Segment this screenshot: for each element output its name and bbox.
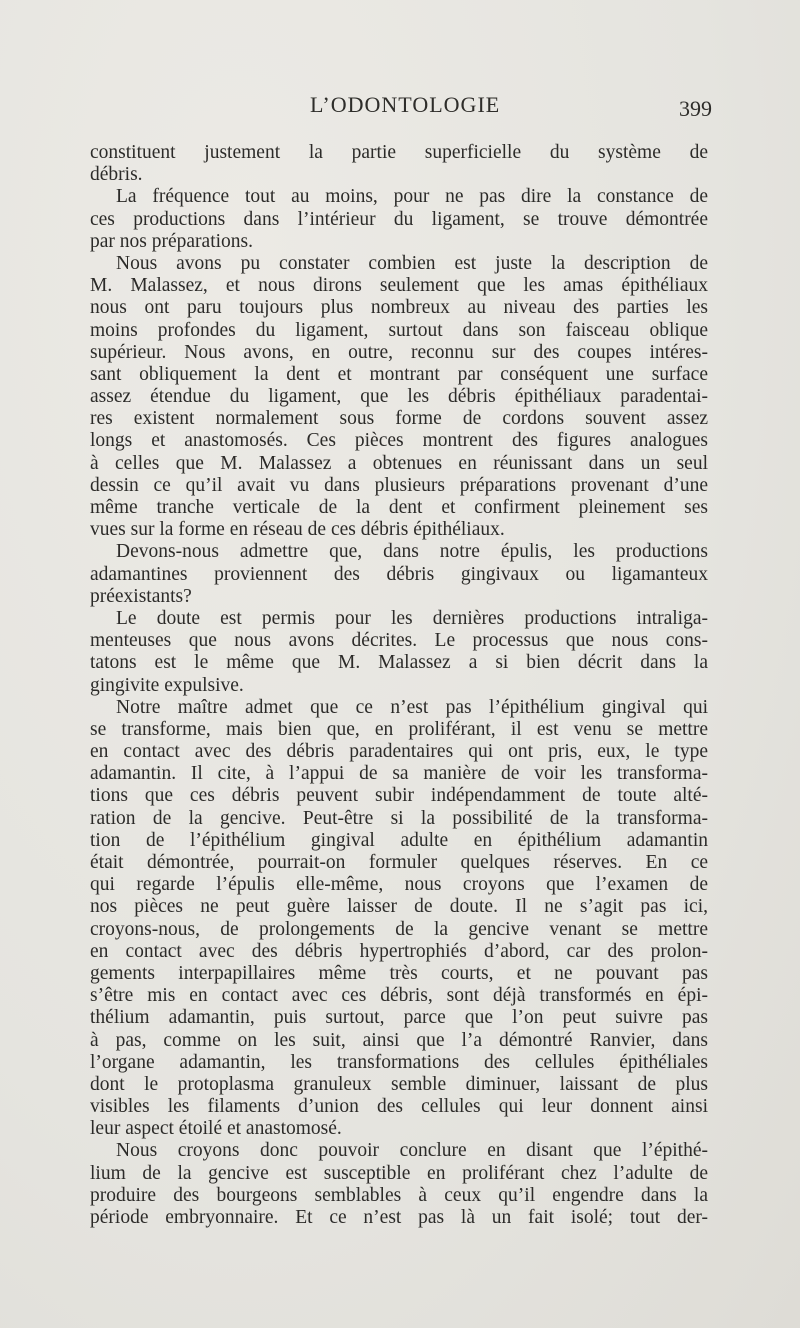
running-head bbox=[90, 92, 710, 126]
text-line: Notre maître admet que ce n’est pas l’épithélium gingival qui bbox=[116, 696, 708, 718]
text-line: vues sur la forme en réseau de ces débris épithéliaux. bbox=[90, 519, 505, 541]
text-line: lium de la gencive est susceptible en proliférant chez l’adulte de bbox=[90, 1162, 708, 1184]
text-line: l’organe adamantin, les transformations des cellules épithéliales bbox=[90, 1051, 708, 1073]
text-line: leur aspect étoilé et anastomosé. bbox=[90, 1118, 342, 1140]
text-line: à celles que M. Malassez a obtenues en réunissant dans un seul bbox=[90, 452, 708, 474]
text-line: était démontrée, pourrait-on formuler quelques réserves. En ce bbox=[90, 852, 708, 873]
text-line: supérieur. Nous avons, en outre, reconnu sur des coupes intéres- bbox=[90, 341, 708, 363]
text-line: Nous avons pu constater combien est juste la description de bbox=[116, 252, 708, 274]
text-line: longs et anastomosés. Ces pièces montrent des figures analogues bbox=[90, 430, 708, 452]
body-text bbox=[90, 142, 708, 1229]
text-line: en contact avec des débris hypertrophiés d’abord, car des prolon- bbox=[90, 940, 708, 962]
text-line: visibles les filaments d’union des cellules qui leur donnent ainsi bbox=[90, 1096, 708, 1118]
text-line: menteuses que nous avons décrites. Le processus que nous cons- bbox=[90, 630, 708, 652]
text-line: Nous croyons donc pouvoir conclure en disant que l’épithé- bbox=[116, 1140, 708, 1162]
text-line: tion de l’épithélium gingival adulte en épithélium adamantin bbox=[90, 829, 708, 851]
text-line: débris. bbox=[90, 164, 143, 186]
text-line: à pas, comme on les suit, ainsi que l’a démontré Ranvier, dans bbox=[90, 1029, 708, 1051]
text-line: ces productions dans l’intérieur du ligament, se trouve démontrée bbox=[90, 208, 708, 230]
text-line: constituent justement la partie superficielle du système de bbox=[90, 142, 708, 163]
text-line: La fréquence tout au moins, pour ne pas dire la constance de bbox=[116, 186, 708, 208]
text-line: adamantin. Il cite, à l’appui de sa manière de voir les transforma- bbox=[90, 763, 708, 785]
text-line: thélium adamantin, puis surtout, parce que l’on peut suivre pas bbox=[90, 1007, 708, 1029]
text-line: produire des bourgeons semblables à ceux qu’il engendre dans la bbox=[90, 1184, 708, 1206]
text-line: gements interpapillaires même très courts, et ne pouvant pas bbox=[90, 962, 708, 984]
text-line: par nos préparations. bbox=[90, 230, 253, 252]
text-line: res existent normalement sous forme de cordons souvent assez bbox=[90, 408, 708, 430]
text-line: Le doute est permis pour les dernières productions intraliga- bbox=[116, 607, 708, 629]
text-line: ration de la gencive. Peut-être si la possibilité de la transforma- bbox=[90, 807, 708, 829]
text-line: tions que ces débris peuvent subir indépendamment de toute alté- bbox=[90, 785, 708, 807]
text-line: tatons est le même que M. Malassez a si bien décrit dans la bbox=[90, 652, 708, 674]
text-line: moins profondes du ligament, surtout dans son faisceau oblique bbox=[90, 319, 708, 341]
text-line: dont le protoplasma granuleux semble diminuer, laissant de plus bbox=[90, 1073, 708, 1095]
text-line: préexistants? bbox=[90, 585, 192, 607]
text-line: s’être mis en contact avec ces débris, sont déjà transformés en épi- bbox=[90, 985, 708, 1007]
text-line: M. Malassez, et nous dirons seulement que les amas épithéliaux bbox=[90, 275, 708, 297]
text-line: même tranche verticale de la dent et confirment pleinement ses bbox=[90, 497, 708, 518]
text-line: dessin ce qu’il avait vu dans plusieurs préparations provenant d’une bbox=[90, 474, 708, 496]
journal-title: L’ODONTOLOGIE bbox=[310, 92, 501, 117]
text-line: Devons-nous admettre que, dans notre épulis, les productions bbox=[116, 541, 708, 563]
text-line: gingivite expulsive. bbox=[90, 674, 244, 696]
text-line: adamantines proviennent des débris gingivaux ou ligamanteux bbox=[90, 563, 708, 585]
text-line: se transforme, mais bien que, en proliférant, il est venu se mettre bbox=[90, 718, 708, 740]
page-number: 399 bbox=[679, 96, 712, 121]
text-line: croyons-nous, de prolongements de la gencive venant se mettre bbox=[90, 918, 708, 940]
text-line: qui regarde l’épulis elle-même, nous croyons que l’examen de bbox=[90, 874, 708, 896]
text-line: en contact avec des débris paradentaires qui ont pris, eux, le type bbox=[90, 741, 708, 763]
text-line: assez étendue du ligament, que les débris épithéliaux paradentai- bbox=[90, 386, 708, 408]
text-line: nous ont paru toujours plus nombreux au niveau des parties les bbox=[90, 297, 708, 319]
text-line: sant obliquement la dent et montrant par conséquent une surface bbox=[90, 363, 708, 385]
text-line: nos pièces ne peut guère laisser de doute. Il ne s’agit pas ici, bbox=[90, 896, 708, 918]
text-line: période embryonnaire. Et ce n’est pas là un fait isolé; tout der- bbox=[90, 1207, 708, 1228]
